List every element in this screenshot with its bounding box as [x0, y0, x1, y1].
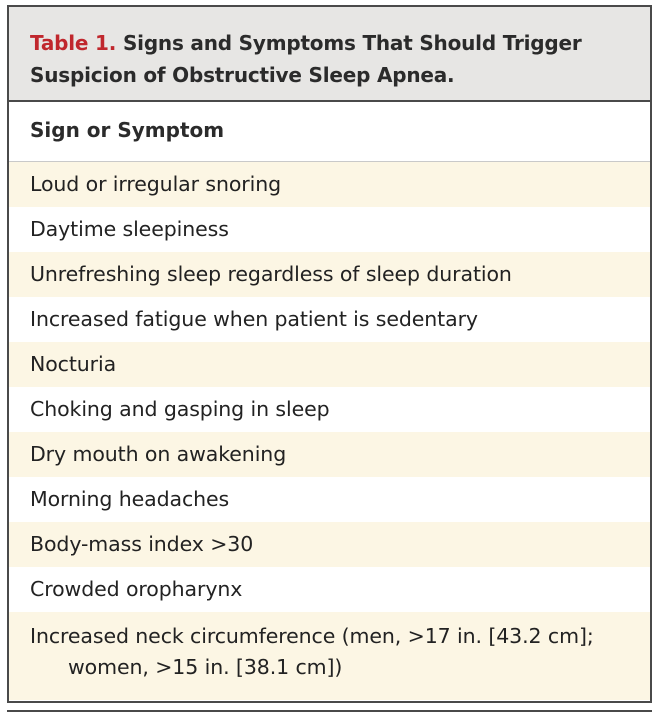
table-row-line: Increased neck circumference (men, >17 in. [43.2 cm]; — [30, 624, 594, 648]
table-frame — [7, 5, 652, 703]
table-row: Dry mouth on awakening — [9, 432, 650, 477]
table-row: Loud or irregular snoring — [9, 162, 650, 207]
table-row: Body-mass index >30 — [9, 522, 650, 567]
table-row: Nocturia — [9, 342, 650, 387]
bottom-rule — [7, 710, 652, 712]
symptom-list — [9, 162, 650, 700]
table-row-continuation: women, >15 in. [38.1 cm]) — [68, 655, 343, 679]
table-row: Daytime sleepiness — [30, 217, 229, 241]
table-row: Unrefreshing sleep regardless of sleep duration — [9, 252, 650, 297]
table-row: Choking and gasping in sleep — [30, 397, 330, 421]
table-label: Table 1. — [30, 31, 117, 55]
table-row: Morning headaches — [30, 487, 230, 511]
table-title — [9, 7, 650, 102]
table-row: Crowded oropharynx — [30, 577, 243, 601]
table-row: Increased fatigue when patient is sedentary — [30, 307, 478, 331]
table-title-text: Signs and Symptoms That Should Trigger Suspicion of Obstructive Sleep Apnea. — [30, 31, 582, 87]
column-header: Sign or Symptom — [9, 102, 650, 162]
table-row — [9, 612, 650, 700]
